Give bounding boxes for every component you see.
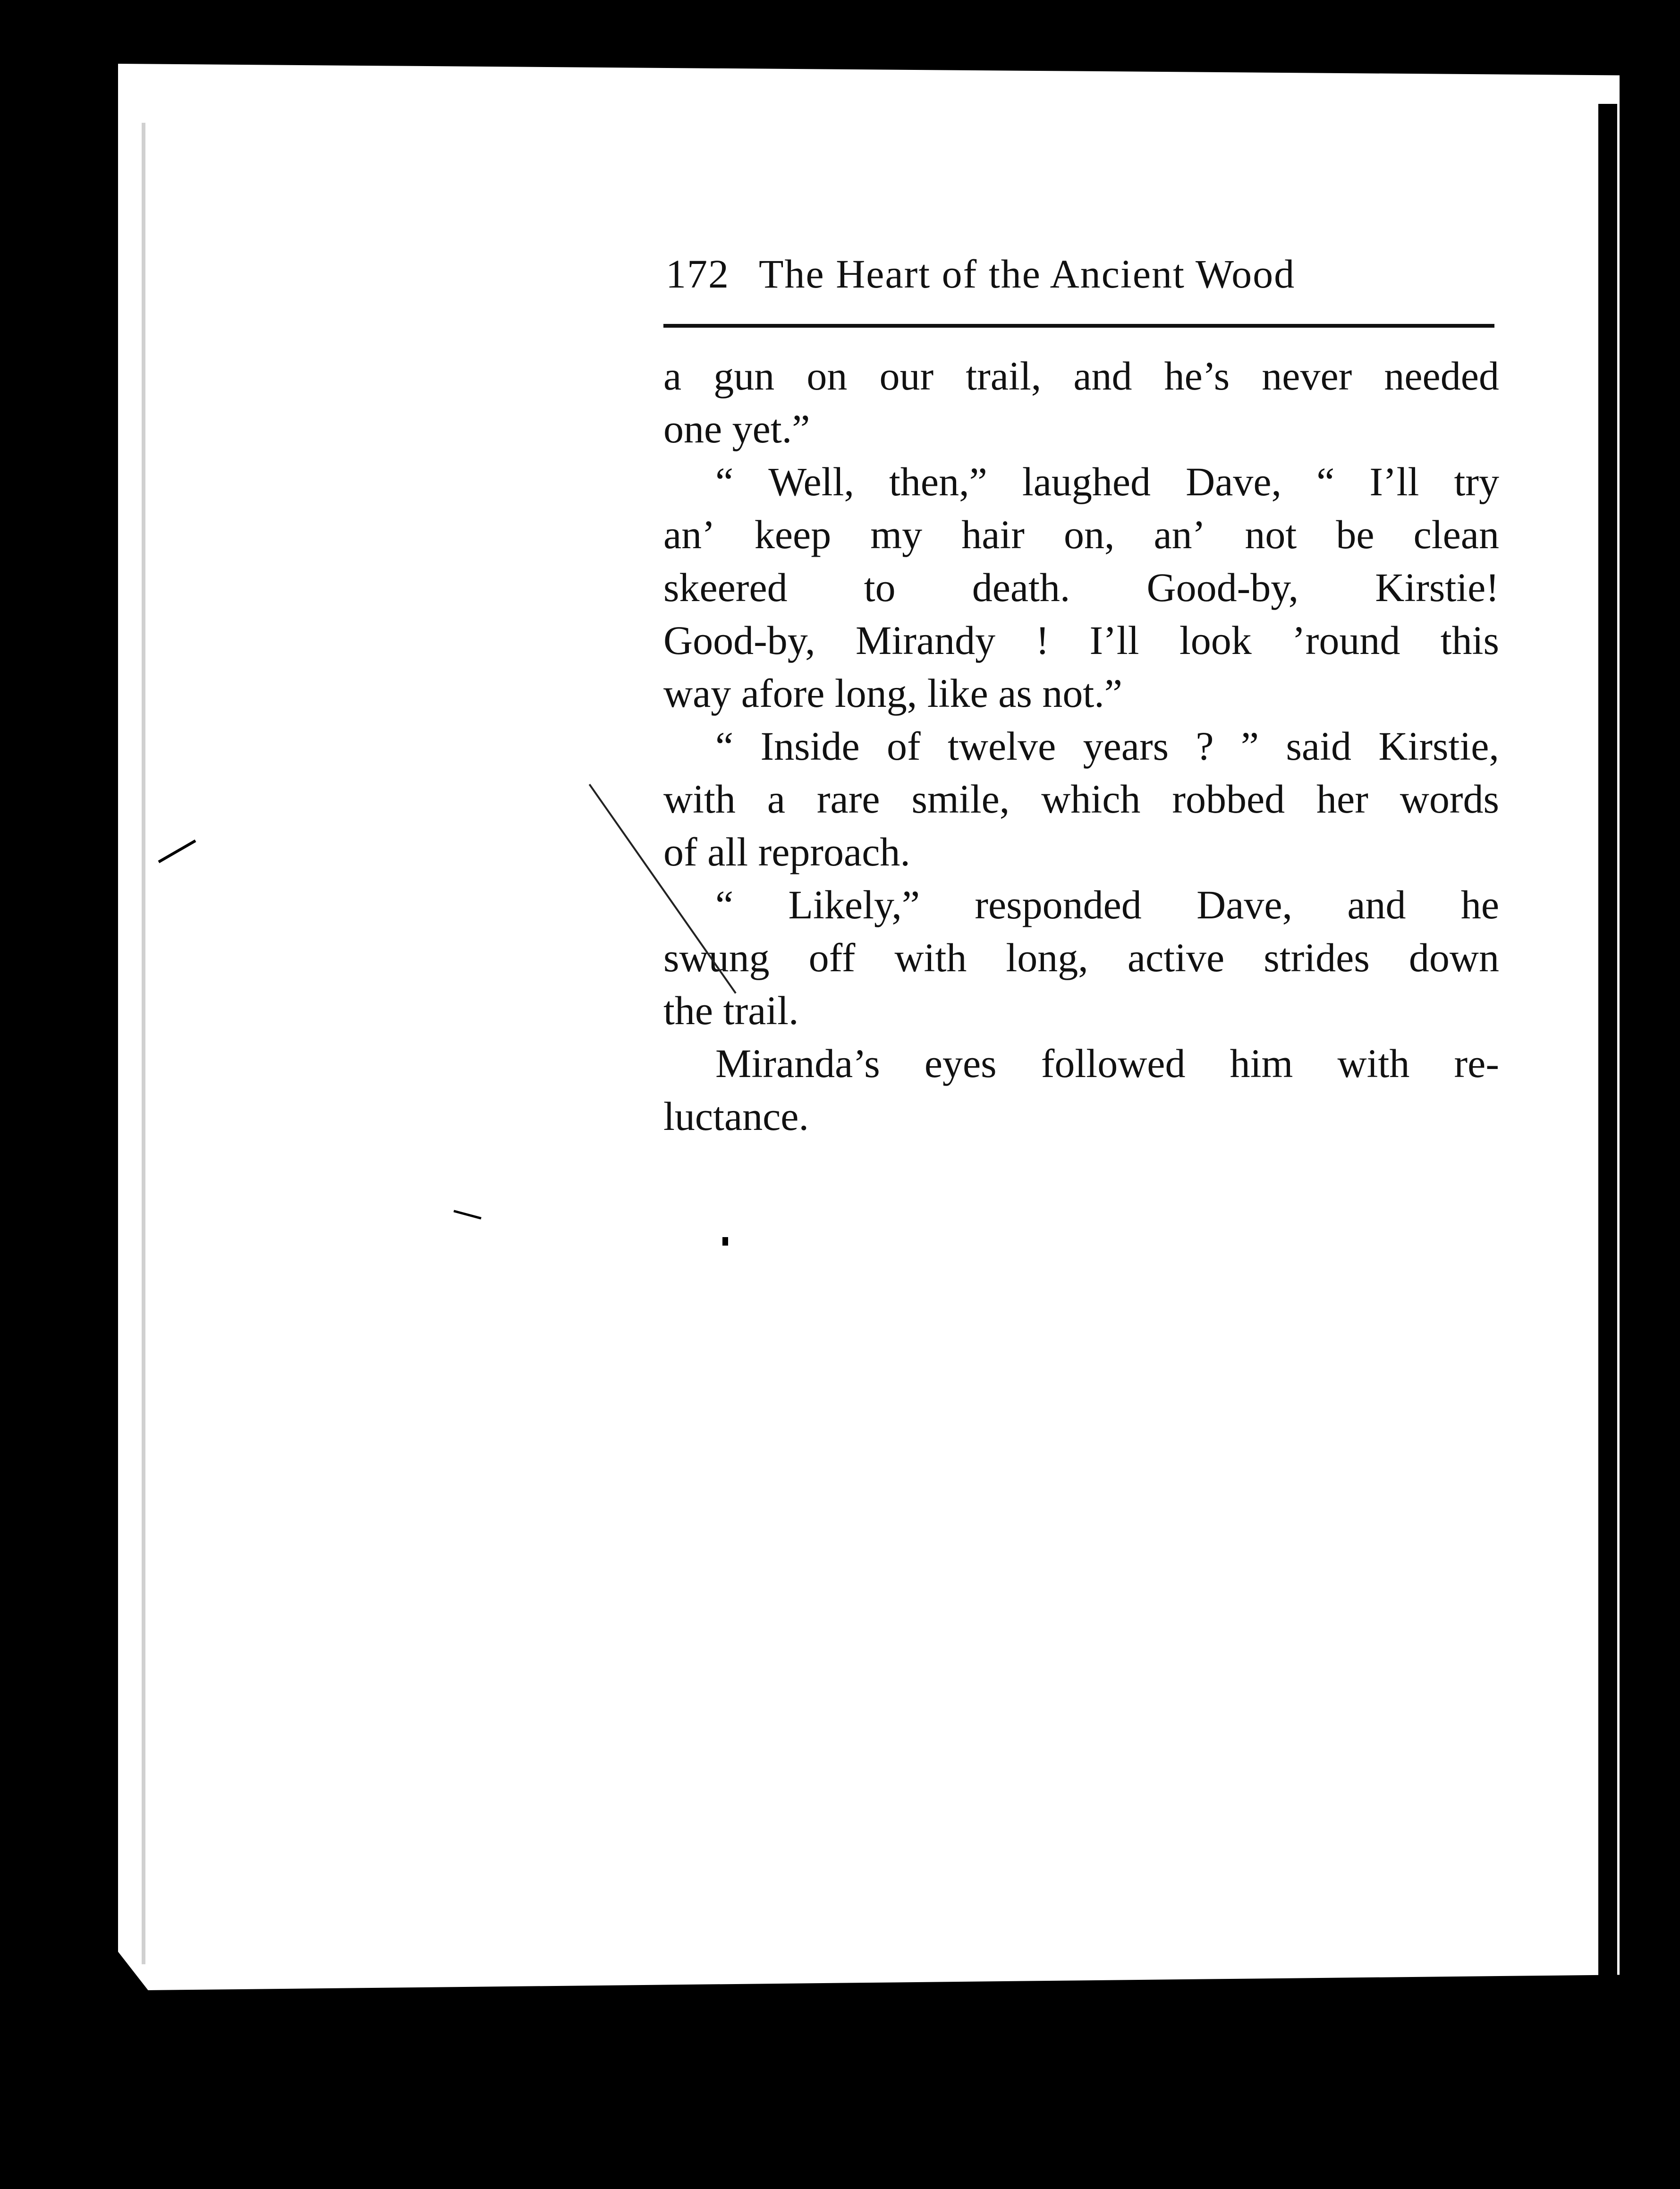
- page-edge-shadow: [1598, 104, 1617, 1978]
- header-rule: [663, 324, 1494, 328]
- text-line: the trail.: [663, 988, 799, 1033]
- page-number: 172: [666, 251, 730, 297]
- text-line: with a rare smile, which robbed her words: [663, 776, 1499, 822]
- text-line: swung off with long, active strides down: [663, 935, 1499, 980]
- text-line: “ Well, then,” laughed Dave, “ I’ll try: [715, 459, 1499, 504]
- text-line: Miranda’s eyes followed him with re-: [715, 1041, 1499, 1086]
- text-line: “ Likely,” responded Dave, and he: [715, 882, 1499, 927]
- text-line: of all reproach.: [663, 829, 910, 874]
- scan-speck: [774, 2186, 789, 2189]
- text-line: luctance.: [663, 1094, 809, 1139]
- book-title: The Heart of the Ancient Wood: [759, 251, 1296, 297]
- page-edge-line: [1635, 76, 1639, 1978]
- text-line: “ Inside of twelve years ? ” said Kirstie,: [715, 723, 1499, 769]
- text-line: a gun on our trail, and he’s never needed: [663, 353, 1499, 399]
- text-line: an’ keep my hair on, an’ not be clean: [663, 512, 1499, 557]
- text-line: way afore long, like as not.”: [663, 670, 1122, 716]
- scan-speck: [722, 1237, 728, 1246]
- text-line: Good-by, Mirandy ! I’ll look ’round this: [663, 618, 1499, 663]
- text-line: skeered to death. Good-by, Kirstie!: [663, 565, 1499, 610]
- text-line: one yet.”: [663, 406, 810, 451]
- gutter-shadow: [142, 123, 145, 1964]
- body-text: [663, 349, 1499, 1143]
- running-head: [666, 250, 1502, 302]
